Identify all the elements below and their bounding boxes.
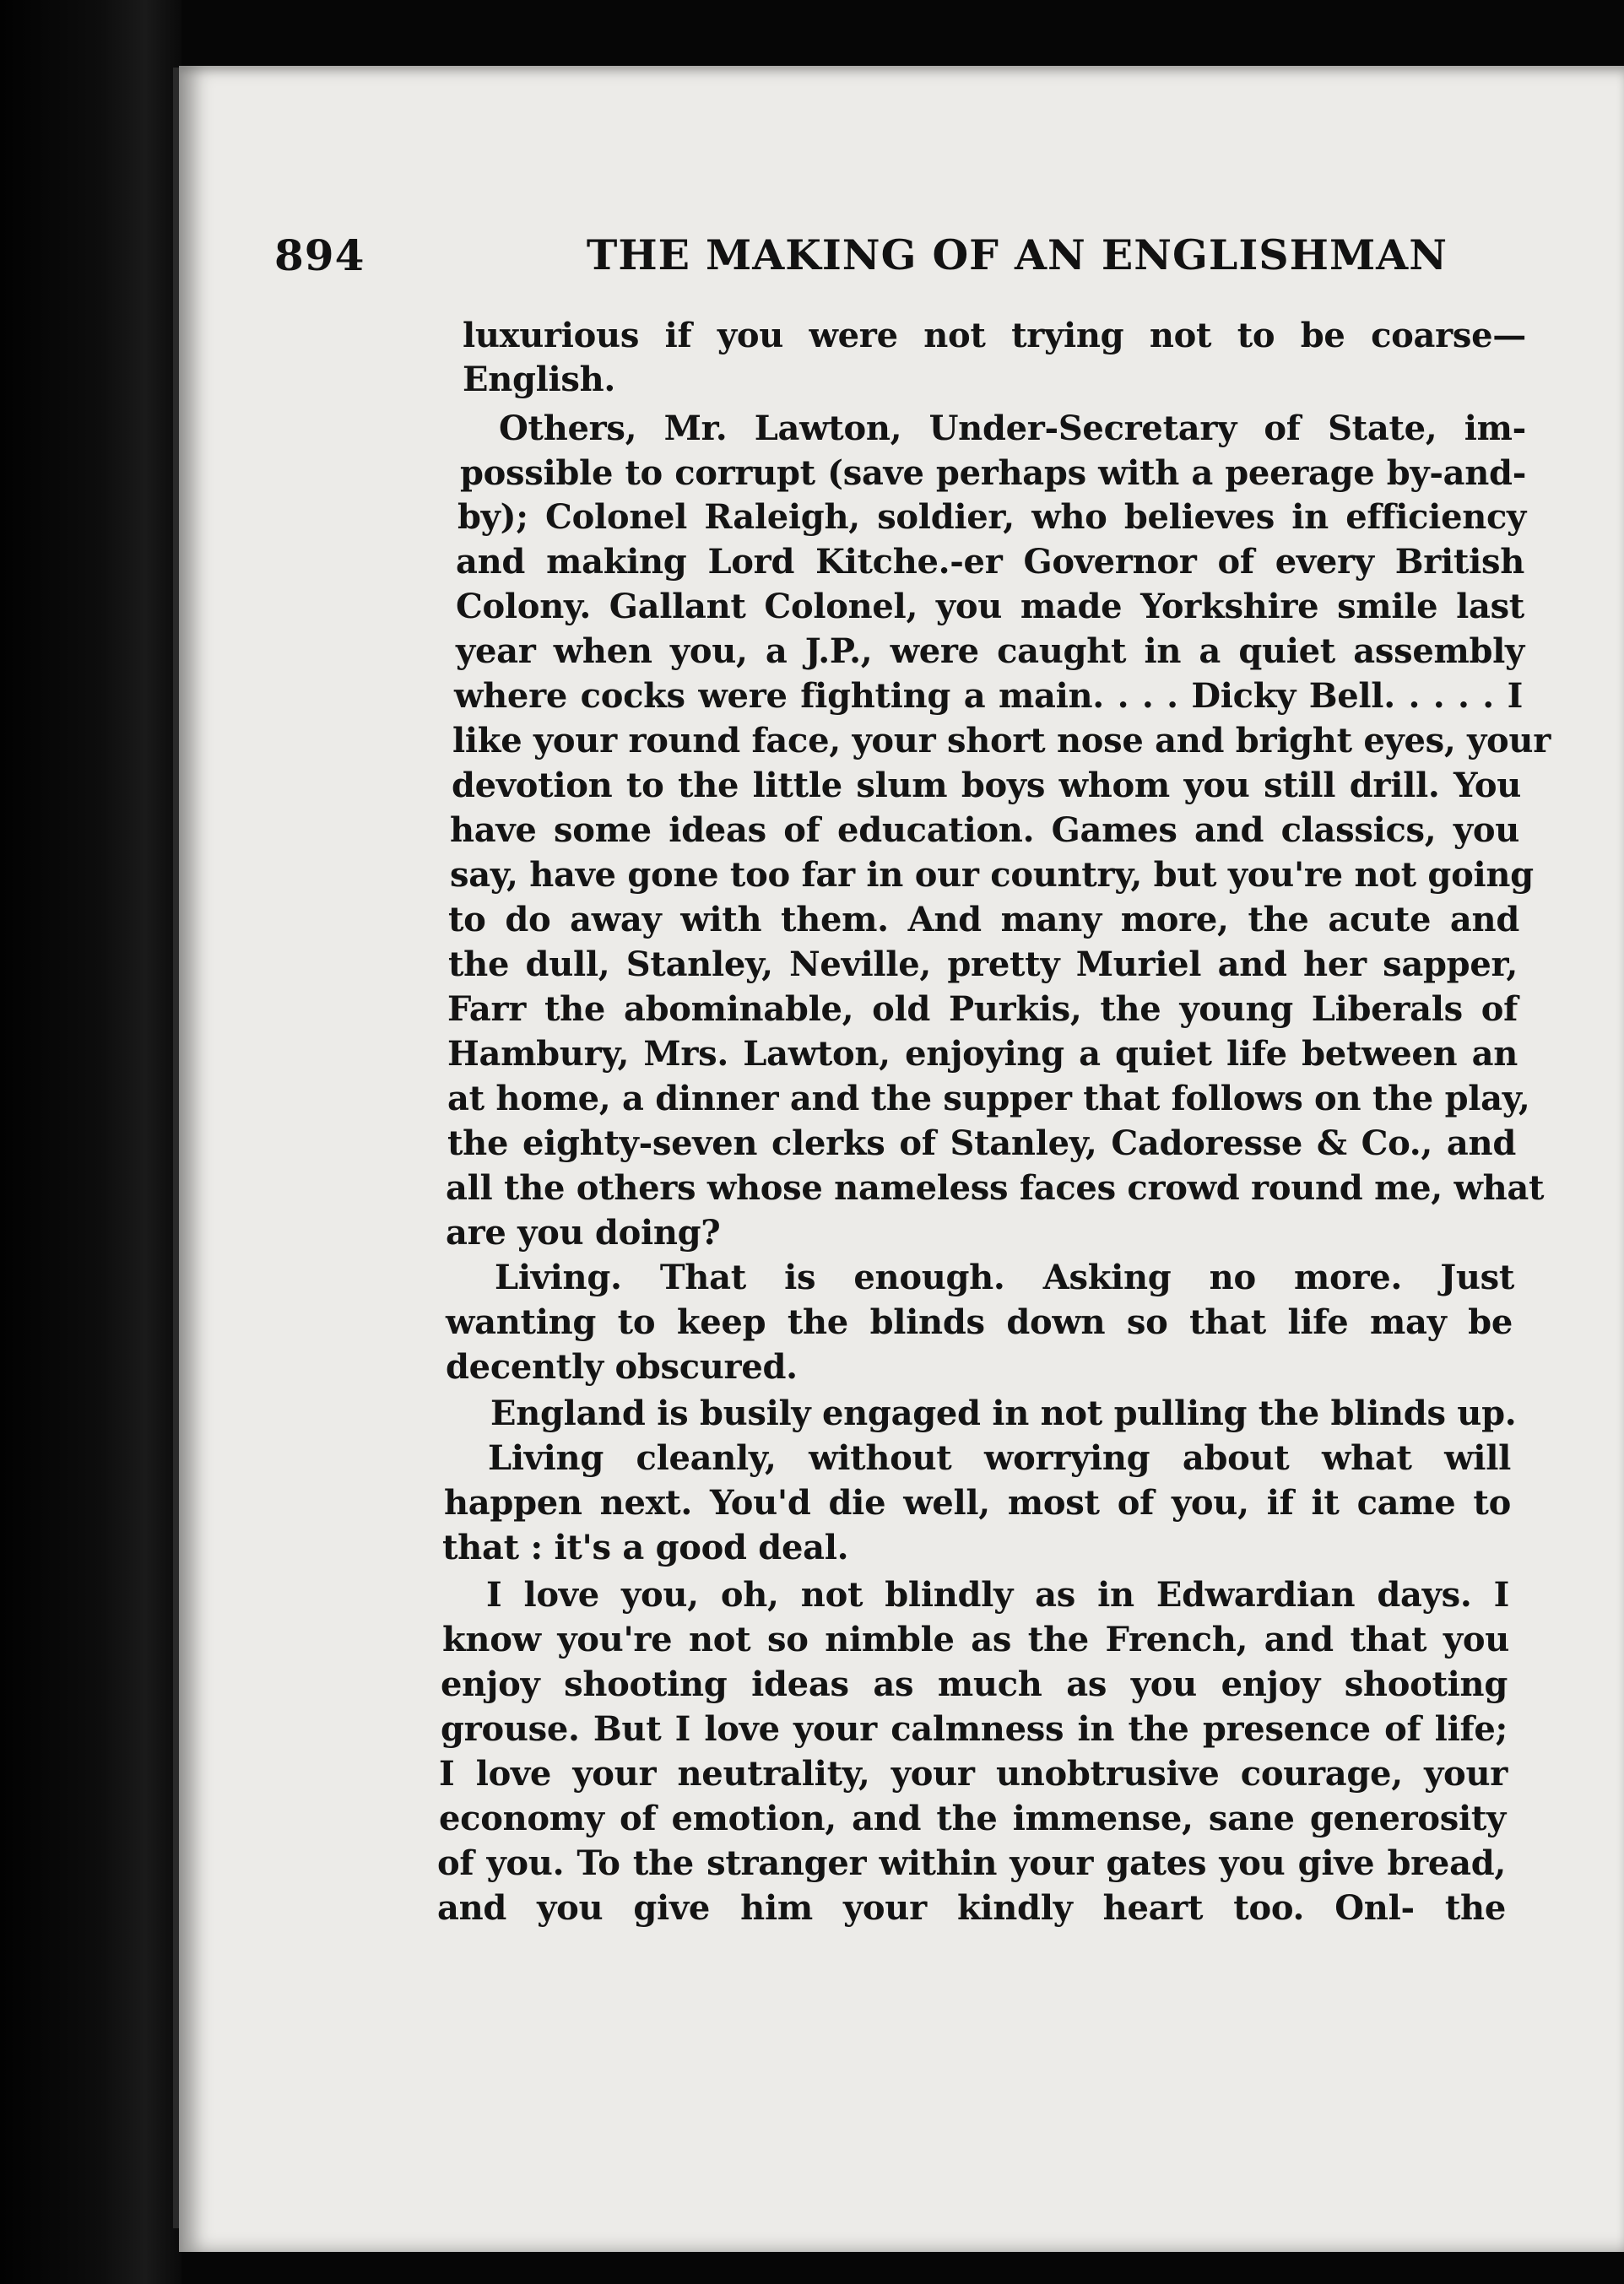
text-line: the dull, Stanley, Neville, pretty Muriel and her sapper, bbox=[448, 944, 1518, 984]
text-line: by); Colonel Raleigh, soldier, who believes in efficiency bbox=[457, 497, 1526, 537]
text-line: Colony. Gallant Colonel, you made Yorkshire smile last bbox=[456, 587, 1524, 626]
text-line: and making Lord Kitche.-er Governor of every British bbox=[456, 542, 1524, 582]
text-line: Living. That is enough. Asking no more. Just bbox=[495, 1258, 1514, 1297]
text-line: Others, Mr. Lawton, Under-Secretary of State, im- bbox=[499, 409, 1526, 448]
text-line: decently obscured. bbox=[446, 1347, 798, 1387]
text-line: I love your neutrality, your unobtrusive courage, your bbox=[439, 1754, 1508, 1794]
text-line: where cocks were fighting a main. . . . Dicky Bell. . . . . I bbox=[454, 676, 1523, 716]
text-line: to do away with them. And many more, the acute and bbox=[448, 900, 1519, 939]
text-line: the eighty-seven clerks of Stanley, Cadoresse & Co., and bbox=[447, 1123, 1516, 1163]
text-line: all the others whose nameless faces crowd round me, what bbox=[446, 1168, 1545, 1208]
text-line: that : it's a good deal. bbox=[442, 1528, 849, 1567]
text-line: England is busily engaged in not pulling the blinds up. bbox=[490, 1394, 1517, 1433]
text-line: know you're not so nimble as the French, and that you bbox=[442, 1620, 1509, 1659]
text-line: have some ideas of education. Games and classics, you bbox=[450, 810, 1519, 850]
text-line: at home, a dinner and the supper that follows on the play, bbox=[447, 1079, 1530, 1118]
text-line: like your round face, your short nose and bright eyes, your bbox=[452, 721, 1551, 760]
text-line: are you doing? bbox=[446, 1213, 721, 1253]
text-line: Farr the abominable, old Purkis, the young Liberals of bbox=[447, 989, 1518, 1029]
text-line: economy of emotion, and the immense, sane generosity bbox=[439, 1799, 1506, 1838]
text-line: say, have gone too far in our country, but you're not going bbox=[450, 855, 1534, 895]
text-line: enjoy shooting ideas as much as you enjoy shooting bbox=[441, 1664, 1508, 1704]
text-line: happen next. You'd die well, most of you, if it came to bbox=[444, 1483, 1511, 1523]
page-number: 894 bbox=[274, 230, 365, 280]
text-line: Hambury, Mrs. Lawton, enjoying a quiet life between an bbox=[447, 1034, 1518, 1074]
text-line: of you. To the stranger within your gates you give bread, bbox=[437, 1843, 1506, 1883]
text-line: wanting to keep the blinds down so that life may be bbox=[446, 1302, 1513, 1342]
text-line: year when you, a J.P., were caught in a quiet assembly bbox=[456, 631, 1524, 671]
text-line: devotion to the little slum boys whom you still drill. You bbox=[452, 766, 1521, 805]
text-line: English. bbox=[463, 360, 616, 399]
running-title: THE MAKING OF AN ENGLISHMAN bbox=[586, 230, 1448, 279]
text-line: grouse. But I love your calmness in the presence of life; bbox=[441, 1709, 1508, 1749]
text-line: Living cleanly, without worrying about what will bbox=[488, 1438, 1511, 1478]
text-line: possible to corrupt (save perhaps with a peerage by-and- bbox=[460, 453, 1526, 493]
text-line: luxurious if you were not trying not to be coarse— bbox=[463, 316, 1526, 355]
text-line: and you give him your kindly heart too. Onl- the bbox=[437, 1888, 1506, 1928]
text-line: I love you, oh, not blindly as in Edwardian days. I bbox=[486, 1575, 1509, 1615]
